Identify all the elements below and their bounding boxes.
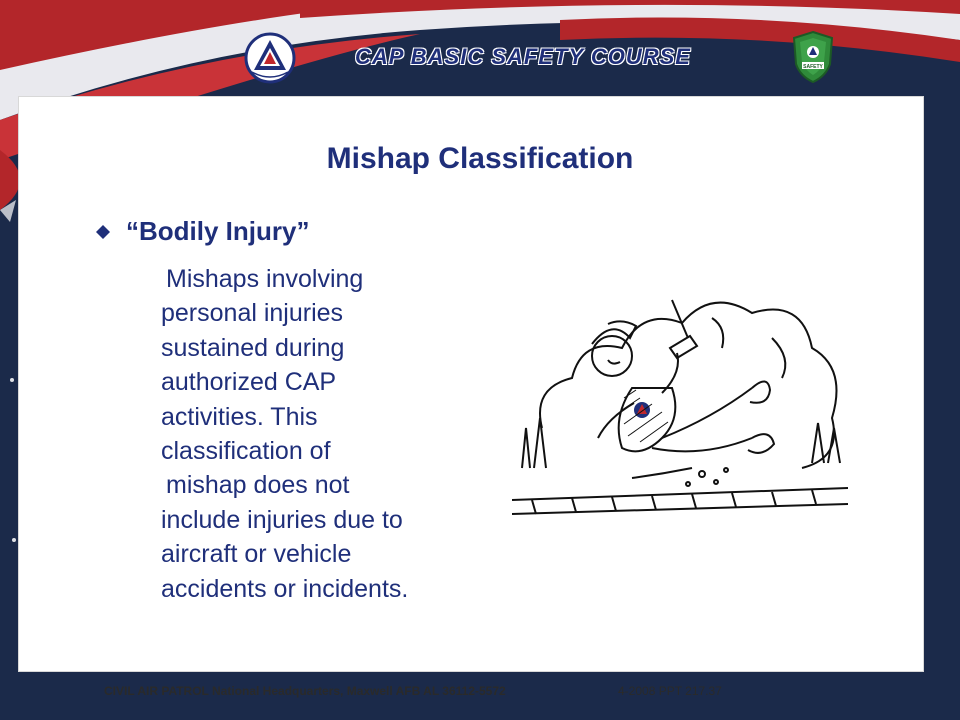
footer-org-name: CIVIL AIR PATROL — [104, 684, 209, 698]
body-line: personal injuries — [161, 299, 344, 328]
body-line: mishap does not — [166, 471, 350, 500]
body-line: aircraft or vehicle — [161, 540, 352, 569]
cartoon-person-tripping-illustration — [512, 278, 848, 526]
body-line: accidents or incidents. — [161, 574, 409, 603]
course-title: CAP BASIC SAFETY COURSE — [355, 44, 691, 69]
body-line: activities. This — [161, 402, 318, 431]
footer-address: National Headquarters, Maxwell AFB AL 36112-5572 — [208, 684, 506, 698]
civil-air-patrol-emblem-icon — [244, 32, 296, 84]
body-line: include injuries due to — [161, 505, 403, 534]
slide-title: Mishap Classification — [326, 142, 634, 175]
body-line: authorized CAP — [161, 368, 337, 397]
bullet-item — [92, 216, 309, 247]
svg-text:SAFETY: SAFETY — [803, 64, 823, 70]
safety-shield-icon — [790, 30, 836, 84]
footer-organization — [104, 684, 506, 698]
bullet-heading: “Bodily Injury” — [126, 216, 310, 246]
footer-document-id: 4-2008 PPT 217.37 — [618, 684, 722, 698]
bullet-body-text — [161, 262, 491, 606]
body-line: sustained during — [161, 333, 345, 362]
body-line: classification of — [161, 437, 331, 466]
body-line: Mishaps involving — [166, 265, 364, 293]
diamond-bullet-icon — [92, 221, 114, 243]
